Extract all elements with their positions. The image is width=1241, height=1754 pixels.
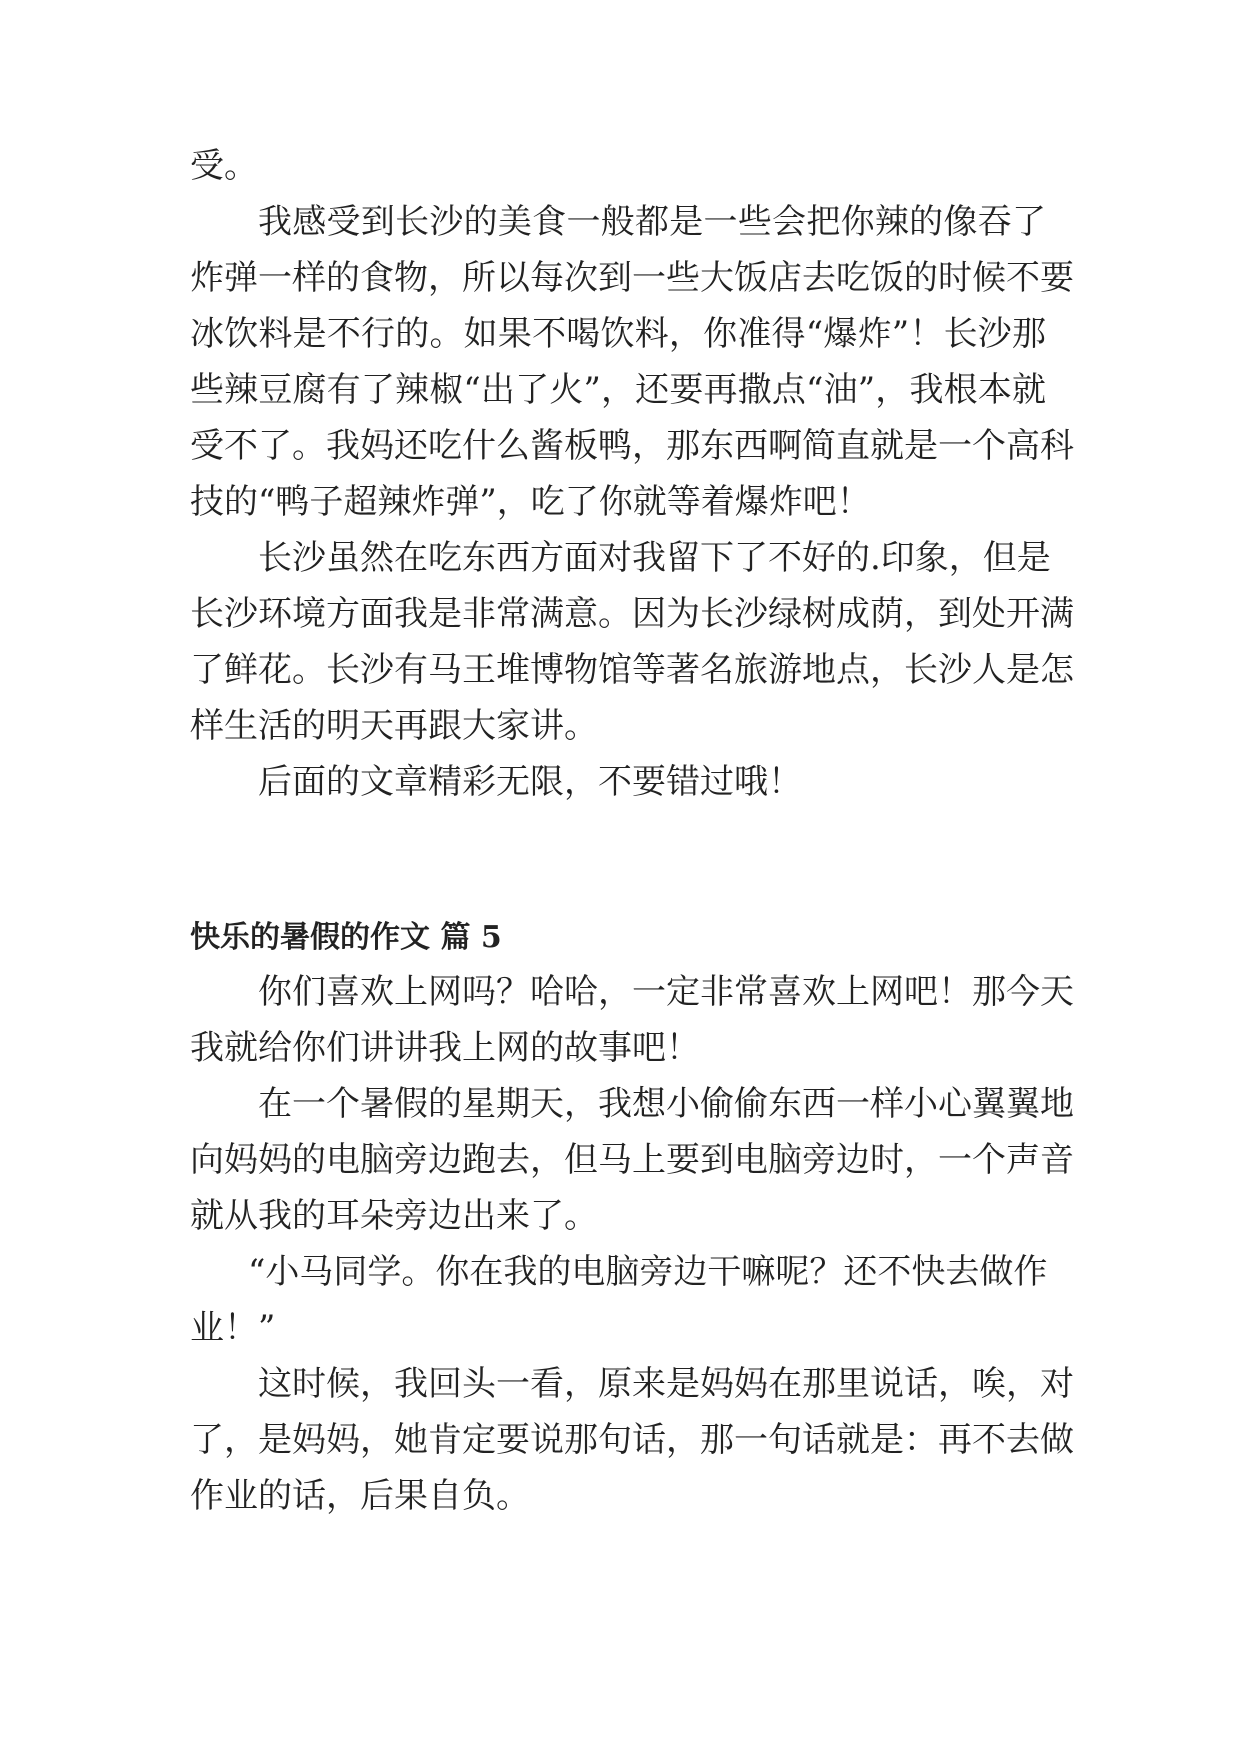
text-line: 在一个暑假的星期天，我想小偷偷东西一样小心翼翼地: [258, 1084, 1074, 1124]
text-line: 向妈妈的电脑旁边跑去，但马上要到电脑旁边时，一个声音: [190, 1140, 1074, 1180]
text-line: 炸弹一样的食物，所以每次到一些大饭店去吃饭的时候不要: [190, 258, 1074, 298]
text-line: 后面的文章精彩无限，不要错过哦！: [258, 762, 802, 802]
text-line: 些辣豆腐有了辣椒“出了火”，还要再撒点“油”，我根本就: [190, 370, 1046, 410]
text-line: 受不了。我妈还吃什么酱板鸭，那东西啊简直就是一个高科: [190, 426, 1074, 466]
text-line: 样生活的明天再跟大家讲。: [190, 706, 598, 746]
text-line: 受。: [190, 146, 258, 186]
text-line: 技的“鸭子超辣炸弹”，吃了你就等着爆炸吧！: [190, 482, 871, 522]
text-line: 长沙虽然在吃东西方面对我留下了不好的.印象，但是: [258, 538, 1051, 578]
text-line: 我感受到长沙的美食一般都是一些会把你辣的像吞了: [258, 202, 1046, 242]
text-line: “小马同学。你在我的电脑旁边干嘛呢？还不快去做作: [248, 1252, 1048, 1292]
text-line: 这时候，我回头一看，原来是妈妈在那里说话，唉，对: [258, 1364, 1074, 1404]
text-line: 了鲜花。长沙有马王堆博物馆等著名旅游地点，长沙人是怎: [190, 650, 1074, 690]
text-line: 业！”: [190, 1308, 276, 1348]
text-line: 长沙环境方面我是非常满意。因为长沙绿树成荫，到处开满: [190, 594, 1074, 634]
text-line: 我就给你们讲讲我上网的故事吧！: [190, 1028, 700, 1068]
text-line: 了，是妈妈，她肯定要说那句话，那一句话就是：再不去做: [190, 1420, 1074, 1460]
section-heading: 快乐的暑假的作文 篇 5: [190, 920, 502, 955]
text-line: 冰饮料是不行的。如果不喝饮料，你准得“爆炸”！长沙那: [190, 314, 1046, 354]
text-line: 你们喜欢上网吗？哈哈，一定非常喜欢上网吧！那今天: [258, 972, 1074, 1012]
text-line: 作业的话，后果自负。: [190, 1476, 530, 1516]
text-line: 就从我的耳朵旁边出来了。: [190, 1196, 598, 1236]
